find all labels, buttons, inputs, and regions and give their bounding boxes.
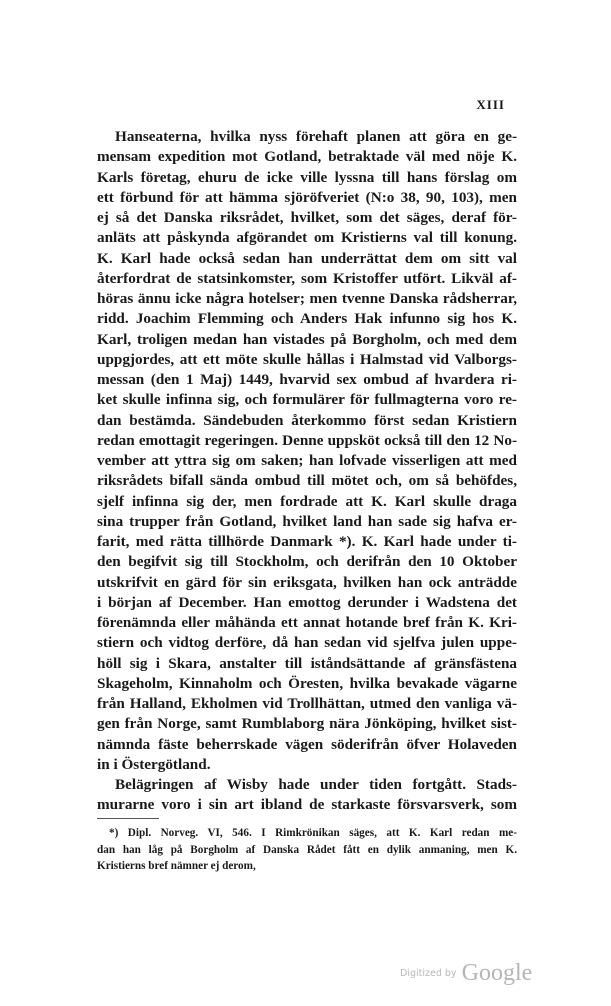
text-line: Belägringen af Wisby hade under tiden fortgått. Stads- (115, 776, 517, 793)
text-line: Karl, troligen medan han vistades på Borgholm, och med dem (97, 330, 517, 348)
text-line: vember att yttra sig om saken; han lofvade visserligen att med (97, 452, 517, 469)
text-line: Karls företag, ehuru de icke ville lyssna till hans förslag om (97, 168, 517, 186)
google-logo: Google (461, 960, 533, 986)
text-line: höll sig i Skara, anstalter till iståndsättande af gränsfästena (97, 654, 517, 672)
text-line: gen från Norge, samt Rumblaborg nära Jönköping, hvilket sist- (97, 715, 517, 733)
text-line: den begifvit sig till Stockholm, och derifrån den 10 Oktober (97, 553, 517, 571)
footnote-line: Kristierns bref nämner ej derom, (97, 860, 256, 872)
footnotes (97, 825, 517, 875)
footnote-line: *) Dipl. Norveg. VI, 546. I Rimkrönikan säges, att K. Karl redan me- (109, 827, 517, 839)
text-line: redan emottagit regeringen. Denne uppsköt också till den 12 No- (97, 431, 517, 449)
text-line: Hanseaterna, hvilka nyss förehaft planen att göra en ge- (115, 128, 517, 145)
digitized-by-google-watermark (400, 960, 532, 987)
text-line: sjelf infinna sig der, men fordrade att K. Karl skulle draga (97, 492, 517, 510)
text-line: uppgjordes, att ett möte skulle hållas i Halmstad vid Valborgs- (97, 350, 517, 368)
text-line: Skageholm, Kinnaholm och Öresten, hvilka bevakade vägarne (97, 674, 517, 692)
text-line: riksrådets bifall sända ombud till mötet och, om så behöfdes, (97, 472, 517, 490)
text-line: K. Karl hade också sedan han underrättat dem om sitt val (97, 249, 517, 267)
footnote-line: dan han låg på Borgholm af Danska Rådet fått en dylik anmaning, men K. (97, 843, 517, 856)
text-line: sina trupper från Gotland, hvilket land han sade sig hafva er- (97, 512, 517, 530)
text-line: murarne voro i sin art ibland de starkaste försvarsverk, som (97, 796, 517, 814)
text-line: från Halland, Ekholmen vid Trollhättan, utmed den vanliga vä- (97, 695, 517, 712)
text-line: mensam expedition mot Gotland, betraktade väl med nöje K. (97, 148, 517, 166)
page-number: XIII (476, 97, 505, 112)
body-text (97, 127, 517, 816)
text-line: förenämnda eller måhända ett annat hotande bref från K. Kri- (97, 614, 517, 631)
text-line: ket skulle infinna sig, och formulärer för fullmagterna voro re- (97, 391, 517, 409)
text-line: stiern och vidtog derföre, då han sedan vid sjelfva julen uppe- (97, 634, 517, 652)
text-line: dan bestämda. Sändebuden återkommo först sedan Kristiern (97, 411, 517, 429)
text-line: återfordrat de statsinkomster, som Kristoffer utfört. Likväl af- (97, 269, 517, 287)
text-line: nämnda fäste beherrskade vägen söderifrån öfver Holaveden (97, 735, 517, 753)
text-line: anläts att påskynda afgörandet om Kristierns val till konung. (97, 229, 517, 247)
text-line: ridd. Joachim Flemming och Anders Hak infunno sig hos K. (97, 310, 517, 328)
footnote-divider (97, 818, 159, 819)
text-line: in i Östergötland. (97, 755, 211, 773)
text-line: farit, med rätta tillhörde Danmark *). K. Karl hade under ti- (97, 533, 517, 550)
watermark-prefix: Digitized by (400, 968, 457, 979)
text-line: ett förbund för att hämma sjöröfveriet (N:o 38, 90, 103), men (97, 188, 517, 206)
text-line: ej så det Danska riksrådet, hvilket, som det säges, deraf för- (97, 209, 517, 226)
text-line: höras ännu icke några hotelser; men tvenne Danska rådsherrar, (97, 290, 517, 307)
text-line: messan (den 1 Maj) 1449, hvarvid sex ombud af hvardera ri- (97, 371, 517, 388)
text-line: utskrifvit en gärd för sin eriksgata, hvilken han ock anträdde (97, 573, 517, 591)
text-line: i början af December. Han emottog derunder i Wadstena det (97, 593, 517, 611)
